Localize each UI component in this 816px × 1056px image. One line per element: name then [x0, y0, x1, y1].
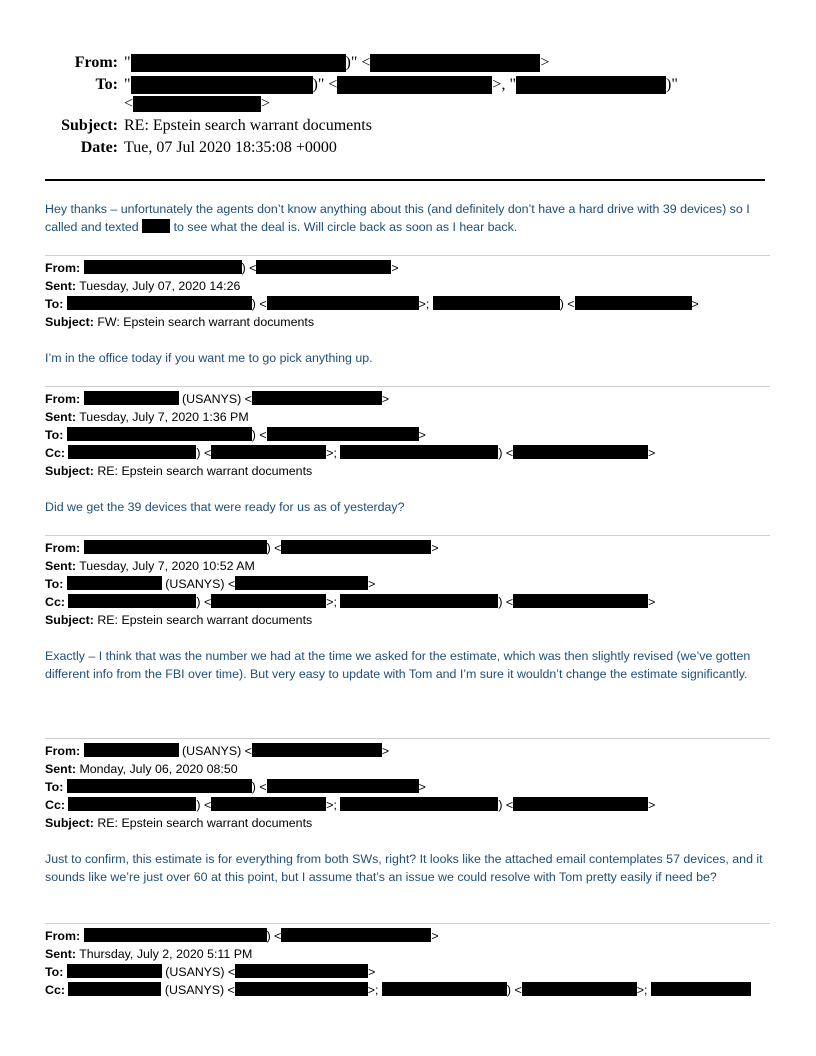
redaction: [575, 296, 692, 310]
header-divider: [45, 179, 765, 181]
message-to: To: (USANYS) < >: [45, 965, 376, 979]
redaction: [211, 445, 326, 459]
message-subject: Subject: RE: Epstein search warrant documents: [45, 816, 313, 830]
redaction: [651, 982, 751, 996]
message-subject: Subject: RE: Epstein search warrant documents: [45, 613, 313, 627]
redaction: [67, 779, 252, 793]
message-divider: [45, 738, 770, 739]
message-from: From: ) < >: [45, 541, 439, 555]
redaction: [68, 982, 161, 996]
message-sent: Sent: Monday, July 06, 2020 08:50: [45, 762, 238, 776]
redaction: [142, 219, 170, 233]
message-cc: Cc: (USANYS) < >; ) < >;: [45, 981, 775, 999]
redaction: [133, 96, 261, 112]
redaction: [211, 797, 326, 811]
redaction: [67, 576, 162, 590]
redaction: [84, 260, 242, 274]
message-to: To: ) < >: [45, 428, 426, 442]
redaction: [252, 391, 382, 405]
message-to: To: ) < >; ) < >: [45, 297, 699, 311]
header-subject: RE: Epstein search warrant documents: [124, 117, 372, 134]
message-sent: Sent: Tuesday, July 7, 2020 1:36 PM: [45, 410, 249, 424]
redaction: [337, 76, 492, 94]
redaction: [513, 797, 648, 811]
header-date-label: Date:: [80, 139, 118, 156]
message-divider: [45, 386, 770, 387]
redaction: [267, 779, 419, 793]
message-cc: Cc: ) < >; ) < >: [45, 798, 656, 812]
redaction: [68, 594, 196, 608]
header-subject-label: Subject:: [61, 117, 118, 134]
redaction: [252, 743, 382, 757]
redaction: [340, 797, 498, 811]
redaction: [281, 540, 431, 554]
redaction: [281, 928, 431, 942]
redaction: [522, 982, 637, 996]
redaction: [84, 540, 267, 554]
message-from: From: ) < >: [45, 261, 399, 275]
redaction: [235, 982, 368, 996]
message-body: Exactly – I think that was the number we had at the time we asked for the estimate, which was then slightly revised (we’ve gotten different info from the FBI over time). But very easy to update with Tom and I’m sure it wouldn’t change the estimate significantly.: [45, 649, 751, 681]
redaction: [67, 296, 252, 310]
header-date: Tue, 07 Jul 2020 18:35:08 +0000: [124, 139, 337, 156]
redaction: [235, 964, 368, 978]
message-body: Just to confirm, this estimate is for everything from both SWs, right? It looks like the attached email contemplates 57 devices, and it sounds like we’re just over 60 at this point, but I assume that’s an issue we could resolve with Tom pretty easily if need be?: [45, 852, 763, 884]
redaction: [84, 743, 179, 757]
message-subject: Subject: FW: Epstein search warrant documents: [45, 315, 315, 329]
redaction: [68, 797, 196, 811]
message-from: From: (USANYS) < >: [45, 744, 390, 758]
message-sent: Sent: Tuesday, July 7, 2020 10:52 AM: [45, 559, 255, 573]
redaction: [513, 445, 648, 459]
message-body: I’m in the office today if you want me to go pick anything up.: [45, 351, 373, 365]
message-subject: Subject: RE: Epstein search warrant documents: [45, 464, 313, 478]
redaction: [382, 982, 507, 996]
redaction: [84, 391, 179, 405]
redaction: [256, 260, 391, 274]
message-divider: [45, 535, 770, 536]
redaction: [84, 928, 267, 942]
redaction: [513, 594, 648, 608]
header-to-label: To:: [95, 76, 118, 93]
redaction: [67, 964, 162, 978]
message-sent: Sent: Tuesday, July 07, 2020 14:26: [45, 279, 241, 293]
message-from: From: ) < >: [45, 929, 439, 943]
message-cc: Cc: ) < >; ) < >: [45, 595, 656, 609]
redaction: [131, 76, 313, 94]
redaction: [370, 54, 540, 72]
message-divider: [45, 923, 770, 924]
redaction: [68, 445, 196, 459]
redaction: [235, 576, 368, 590]
message-body: Hey thanks – unfortunately the agents don’t know anything about this (and definitely don’t have a hard drive with 39 devices) so I called and texted to see what the deal is. Will circle back as soon as I hear back.: [45, 202, 750, 234]
message-to: To: (USANYS) < >: [45, 577, 376, 591]
redaction: [433, 296, 560, 310]
header-from-label: From:: [74, 54, 118, 71]
message-body: Did we get the 39 devices that were ready for us as of yesterday?: [45, 500, 405, 514]
message-cc: Cc: ) < >; ) < >: [45, 446, 656, 460]
redaction: [516, 76, 666, 94]
redaction: [340, 594, 498, 608]
message-to: To: ) < >: [45, 780, 426, 794]
redaction: [67, 427, 252, 441]
redaction: [131, 54, 346, 72]
message-divider: [45, 255, 770, 256]
redaction: [211, 594, 326, 608]
redaction: [340, 445, 498, 459]
message-from: From: (USANYS) < >: [45, 392, 390, 406]
redaction: [267, 427, 419, 441]
message-sent: Sent: Thursday, July 2, 2020 5:11 PM: [45, 947, 253, 961]
redaction: [267, 296, 419, 310]
document-page: From: " )" < > To: " )" < >, " )" < > Subject: RE: Epstein search warrant documents Date: Tue, 07 Jul 2020 18:35:08 +0000 Hey thanks – unfortunately the agents don’t know anything about this (and definitely don’t have a hard drive with 39 devices) so I called and texted to see what the deal is. Will circle back as soon as I hear back. From: ) < > Sent: Tuesday, July 07, 2020 14:26 To: ) < >; ) < > Subject: FW: Epstein search warrant documents I’m in the office today if you want me to go pick anything up. From: (USANYS) < > Sent: Tuesday, July 7, 2020 1:36 PM To: ) < > Cc: ) < >; ) < > Subject: RE: Epstein search warrant documents Did we get the 39 devices that were ready for us as of yesterday? From: ) < > Sent: Tuesday, July 7, 2020 10:52 AM To: (USANYS) < > Cc: ) < >; ) < > Subject: RE: Epstein search warrant documents Exactly – I think that was the number we had at the time we asked for the estimate, which was then slightly revised (we’ve gotten different info from the FBI over time). But very easy to update with Tom and I’m sure it wouldn’t change the estimate significantly. From: (USANYS) < > Sent: Monday, July 06, 2020 08:50 To: ) < > Cc: ) < >; ) < > Subject: RE: Epstein search warrant documents Just to confirm, this estimate is for everything from both SWs, right? It looks like the attached email contemplates 57 devices, and it sounds like we’re just over 60 at this point, but I assume that’s an issue we could resolve with Tom pretty easily if need be? From: ) < > Sent: Thursday, July 2, 2020 5:11 PM To: (USANYS) < > Cc: (USANYS) < >; ) < >;: [0, 0, 816, 1056]
